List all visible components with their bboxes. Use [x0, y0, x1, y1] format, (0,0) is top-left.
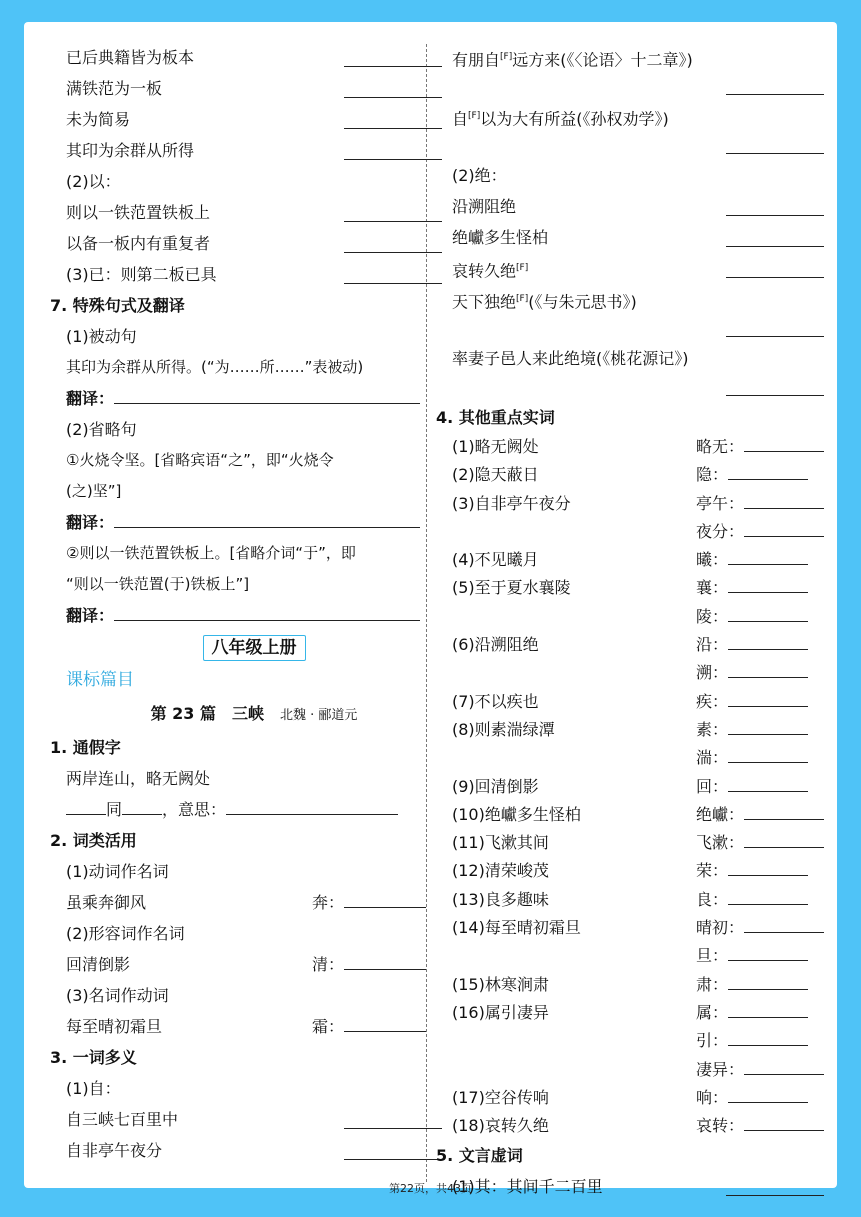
translation-blank[interactable] [114, 606, 420, 621]
sub-heading: (1)自： [66, 1079, 121, 1098]
answer-blank[interactable] [728, 946, 808, 961]
word-label: 沿： [696, 635, 729, 655]
answer-row [452, 73, 834, 101]
word-label-row [696, 603, 808, 631]
answer-blank[interactable] [744, 805, 824, 820]
item-text: (1)略无阙处 [452, 437, 539, 456]
word-label-row [696, 659, 808, 687]
word-label-row [696, 773, 808, 801]
sub-heading: (2)以： [66, 172, 121, 191]
answer-blank[interactable] [744, 1060, 824, 1075]
item-text: (9)回清倒影 [452, 776, 539, 796]
item-text: (16)属引凄异 [452, 1002, 549, 1022]
answer-blank[interactable] [344, 221, 442, 222]
word-label: 绝巘： [696, 804, 745, 824]
item-text: 则以一铁范置铁板上 [66, 203, 211, 222]
word-label: 夜分： [696, 521, 745, 541]
answer-blank[interactable] [728, 692, 808, 707]
list-item [452, 222, 834, 253]
list-item [66, 104, 442, 135]
item-text: (18)哀转久绝 [452, 1116, 549, 1136]
answer-blank[interactable] [344, 1128, 442, 1129]
item-text: 哀转久绝 [452, 261, 517, 281]
list-item [452, 829, 834, 857]
item-text: 虽乘奔御风 [66, 893, 147, 912]
word-label-row [696, 546, 808, 574]
word-label-row [696, 999, 808, 1027]
word-label: 肃： [696, 974, 729, 994]
word-label: 响： [696, 1087, 729, 1107]
answer-blank[interactable] [344, 66, 442, 67]
example-text [452, 101, 834, 132]
item-text: (14)每至晴初霜旦 [452, 918, 581, 938]
section-subtitle: 课标篇目 [66, 670, 134, 690]
item-text: 自三峡七百里中 [66, 1110, 179, 1129]
translate-label: 翻译： [66, 389, 115, 408]
item-text: 自 [452, 109, 469, 129]
answer-blank[interactable] [226, 800, 398, 815]
list-item [452, 886, 834, 914]
item-text: (4)不见曦月 [452, 550, 539, 570]
word-label: 陵： [696, 606, 729, 626]
word-label: 亭午： [696, 493, 745, 513]
answer-blank[interactable] [728, 1088, 808, 1103]
item-text: 沿溯阻绝 [452, 197, 517, 216]
list-item [66, 228, 442, 259]
item-text: 以为大有所益(《孙权劝学》) [480, 109, 669, 129]
word-label: 良： [696, 889, 729, 909]
word-label: 飞漱： [696, 833, 745, 853]
word-label: 襄： [696, 578, 729, 598]
list-item [452, 999, 834, 1027]
list-item [452, 284, 834, 315]
list-item [452, 801, 834, 829]
item-text: (《与朱元思书》) [528, 292, 637, 312]
list-item [452, 773, 834, 801]
lesson-title: 第 23 篇 三峡 [150, 704, 264, 723]
word-label-row [696, 886, 808, 914]
item-text: (3)自非亭午夜分 [452, 493, 571, 513]
answer-blank[interactable] [344, 97, 442, 98]
list-item [452, 1084, 834, 1112]
word-label-row [696, 631, 808, 659]
example-text: ①火烧令坚。[省略宾语“之”，即“火烧令 [66, 451, 334, 469]
page-number: 第22页，共43页 [389, 1182, 472, 1195]
sup-mark: [F] [468, 111, 481, 121]
answer-row [452, 315, 834, 343]
translation-row [66, 507, 442, 538]
item-text: (1)其：其间千二百里 [452, 1177, 603, 1197]
word-label-row [696, 433, 824, 461]
list-item [452, 253, 834, 284]
list-item [66, 1135, 442, 1166]
answer-blank[interactable] [728, 607, 808, 622]
translation-blank[interactable] [114, 513, 420, 528]
word-label-row [696, 1112, 824, 1140]
list-item [66, 42, 442, 73]
list-item [452, 914, 834, 942]
item-text: 已后典籍皆为板本 [66, 48, 195, 67]
word-label: 引： [696, 1031, 729, 1051]
meaning-label: ，意思： [162, 800, 227, 819]
item-text: (3)已：则第二板已具 [66, 265, 217, 284]
list-item [452, 716, 834, 744]
answer-blank[interactable] [66, 800, 106, 815]
answer-blank[interactable] [728, 550, 808, 565]
word-label: 凄异： [696, 1059, 745, 1079]
word-label: 晴初： [696, 918, 745, 938]
word-label-row [696, 857, 808, 885]
sub-heading: (2)绝： [452, 166, 507, 185]
section-heading: 4. 其他重点实词 [436, 408, 555, 427]
answer-blank[interactable] [122, 800, 162, 815]
answer-blank[interactable] [744, 437, 824, 452]
word-label: 霜： [312, 1017, 345, 1036]
book-title-row [66, 631, 442, 665]
translation-row [66, 600, 442, 631]
left-column [50, 42, 442, 1166]
answer-blank[interactable] [728, 861, 808, 876]
tongjia-row [66, 794, 442, 825]
answer-blank[interactable] [728, 1031, 808, 1046]
item-text: (10)绝巘多生怪柏 [452, 804, 581, 824]
sub-heading: (2)形容词作名词 [66, 924, 185, 943]
example-text: ②则以一铁范置铁板上。[省略介词“于”，即 [66, 544, 356, 562]
word-label: 湍： [696, 748, 729, 768]
answer-blank[interactable] [728, 748, 808, 763]
list-item [66, 73, 442, 104]
item-text: 未为简易 [66, 110, 131, 129]
answer-blank[interactable] [344, 1159, 442, 1160]
answer-blank[interactable] [726, 246, 824, 247]
lesson-title-row [66, 696, 442, 732]
word-label-row [696, 688, 808, 716]
list-item [452, 1056, 834, 1084]
list-item [452, 461, 834, 489]
answer-blank[interactable] [728, 663, 808, 678]
example-text: 两岸连山，略无阙处 [66, 769, 211, 788]
list-item [452, 1027, 834, 1055]
answer-blank[interactable] [728, 777, 808, 792]
list-item [66, 949, 442, 980]
item-text: (6)沿溯阻绝 [452, 635, 539, 655]
list-item [452, 971, 834, 999]
list-item [452, 942, 834, 970]
list-item [66, 259, 442, 290]
answer-blank[interactable] [744, 494, 824, 509]
answer-blank[interactable] [344, 955, 426, 970]
word-label: 哀转： [696, 1116, 745, 1136]
word-label-row [696, 801, 824, 829]
answer-blank[interactable] [744, 1116, 824, 1131]
answer-blank[interactable] [728, 720, 808, 735]
sub-heading: (1)被动句 [66, 327, 137, 346]
item-text: 满铁范为一板 [66, 79, 163, 98]
item-text: 远方来(《〈论语〉十二章》) [512, 50, 693, 70]
translate-label: 翻译： [66, 513, 115, 532]
answer-blank[interactable] [744, 918, 824, 933]
word-label-row [696, 1056, 824, 1084]
item-text: (8)则素湍绿潭 [452, 719, 555, 739]
section-heading: 1. 通假字 [50, 738, 121, 757]
word-label-row [696, 942, 808, 970]
answer-blank[interactable] [728, 465, 808, 480]
word-label-row [696, 461, 808, 489]
list-item [66, 887, 442, 918]
answer-row [452, 374, 834, 402]
list-item [66, 197, 442, 228]
word-label-row [312, 949, 426, 980]
answer-blank[interactable] [726, 336, 824, 337]
section-heading: 3. 一词多义 [50, 1048, 137, 1067]
answer-blank[interactable] [728, 1003, 808, 1018]
answer-blank[interactable] [744, 522, 824, 537]
word-label-row [696, 574, 808, 602]
list-item [452, 546, 834, 574]
sup-mark: [F] [500, 52, 513, 62]
answer-blank[interactable] [728, 975, 808, 990]
answer-blank[interactable] [726, 277, 824, 278]
item-text: (5)至于夏水襄陵 [452, 578, 571, 598]
list-item [66, 1104, 442, 1135]
answer-blank[interactable] [344, 283, 442, 284]
item-text: 天下独绝 [452, 292, 517, 312]
sup-mark: [F] [516, 263, 529, 273]
answer-blank[interactable] [728, 890, 808, 905]
answer-blank[interactable] [726, 153, 824, 154]
list-item [452, 631, 834, 659]
word-label: 曦： [696, 550, 729, 570]
word-label-row [312, 887, 426, 918]
example-text: “则以一铁范置(于)铁板上”] [66, 575, 250, 593]
section-heading: 2. 词类活用 [50, 831, 137, 850]
word-label-row [696, 1027, 808, 1055]
item-text: 以备一板内有重复者 [66, 234, 211, 253]
translation-row [66, 383, 442, 414]
book-title: 八年级上册 [203, 635, 306, 661]
item-text: 每至晴初霜旦 [66, 1017, 163, 1036]
answer-blank[interactable] [344, 252, 442, 253]
answer-blank[interactable] [344, 159, 442, 160]
list-item [452, 1112, 834, 1140]
list-item [452, 857, 834, 885]
translate-label: 翻译： [66, 606, 115, 625]
word-label-row [696, 716, 808, 744]
list-item [66, 135, 442, 166]
answer-blank[interactable] [344, 1017, 426, 1032]
right-column [436, 42, 834, 1202]
answer-blank[interactable] [344, 893, 426, 908]
word-label-row [696, 490, 824, 518]
list-item [452, 659, 834, 687]
word-label-row [312, 1011, 426, 1042]
answer-blank[interactable] [726, 215, 824, 216]
word-label: 清： [312, 955, 345, 974]
word-label-row [696, 744, 808, 772]
word-label: 荣： [696, 861, 729, 881]
answer-blank[interactable] [744, 833, 824, 848]
list-item [452, 603, 834, 631]
item-text: 绝巘多生怪柏 [452, 228, 549, 247]
content-words-list [452, 433, 834, 1140]
item-text: 自非亭午夜分 [66, 1141, 163, 1160]
word-label-row [696, 1084, 808, 1112]
example-text: (之)坚”] [66, 482, 122, 500]
item-text: 其印为余群从所得 [66, 141, 195, 160]
section-heading: 5. 文言虚词 [436, 1146, 523, 1166]
word-label-row [696, 971, 808, 999]
word-label-row [696, 829, 824, 857]
list-item [452, 191, 834, 222]
list-item [66, 1011, 442, 1042]
lesson-author: 北魏 · 郦道元 [280, 708, 358, 723]
list-item [452, 574, 834, 602]
list-item [452, 744, 834, 772]
answer-row [452, 132, 834, 160]
item-text: 有朋自 [452, 50, 501, 70]
item-text: 回清倒影 [66, 955, 131, 974]
item-text: (11)飞漱其间 [452, 833, 549, 853]
list-item [452, 433, 834, 461]
word-label: 属： [696, 1002, 729, 1022]
word-label: 疾： [696, 691, 729, 711]
word-label: 略无： [696, 437, 745, 456]
word-label-row [696, 518, 824, 546]
item-text: (2)隐天蔽日 [452, 465, 539, 485]
item-text: (15)林寒涧肃 [452, 974, 549, 994]
answer-blank[interactable] [344, 128, 442, 129]
item-text: (12)清荣峻茂 [452, 861, 549, 881]
answer-blank[interactable] [726, 395, 824, 396]
sup-mark: [F] [516, 294, 529, 304]
list-item [452, 688, 834, 716]
item-text: (17)空谷传响 [452, 1087, 549, 1107]
sub-heading: (1)动词作名词 [66, 862, 169, 881]
list-item [452, 518, 834, 546]
list-item: 率妻子邑人来此绝境(《桃花源记》) [452, 349, 689, 368]
word-label: 素： [696, 719, 729, 739]
word-label-row [696, 914, 824, 942]
word-label: 旦： [696, 946, 729, 966]
example-text: 其印为余群从所得。(“为……所……”表被动) [66, 358, 364, 376]
item-text: (13)良多趣味 [452, 889, 549, 909]
answer-blank[interactable] [728, 578, 808, 593]
translation-blank[interactable] [114, 389, 420, 404]
sub-heading: (3)名词作动词 [66, 986, 169, 1005]
answer-blank[interactable] [728, 635, 808, 650]
tong-label: 同 [106, 800, 123, 819]
answer-blank[interactable] [726, 94, 824, 95]
word-label: 溯： [696, 663, 729, 683]
word-label: 奔： [312, 893, 345, 912]
section-heading: 7. 特殊句式及翻译 [50, 296, 185, 315]
word-label: 隐： [696, 465, 729, 485]
example-text [452, 42, 834, 73]
item-text: (7)不以疾也 [452, 691, 539, 711]
word-label: 回： [696, 776, 729, 796]
sub-heading: (2)省略句 [66, 420, 137, 439]
list-item [452, 490, 834, 518]
